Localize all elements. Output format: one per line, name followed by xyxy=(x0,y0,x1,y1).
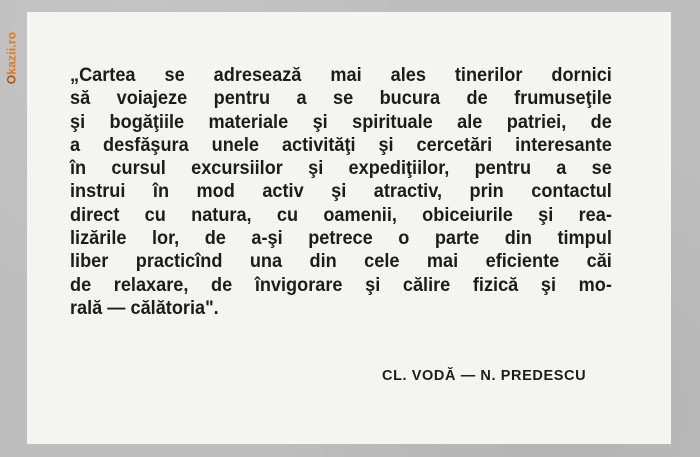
quote-line: să voiajeze pentru a se bucura de frumuseţile xyxy=(70,87,612,110)
watermark-text: Okazii.ro xyxy=(4,31,18,85)
quote-line: liber practicînd una din cele mai eficiente căi xyxy=(70,250,612,273)
quote-line: direct cu natura, cu oamenii, obiceiurile şi rea- xyxy=(70,203,612,226)
quote-line: instrui în mod activ şi atractiv, prin contactul xyxy=(70,180,612,203)
text-card xyxy=(27,12,671,444)
quote-line: „Cartea se adresează mai ales tinerilor dornici xyxy=(70,64,612,86)
quote-line: în cursul excursiilor şi expediţiilor, pentru a se xyxy=(70,157,612,180)
quote-line: lizările lor, de a-şi petrece o parte din timpul xyxy=(70,227,612,250)
watermark-logo xyxy=(2,8,20,108)
quote-line: a desfăşura unele activităţi şi cercetări interesante xyxy=(70,133,612,156)
quote-line: rală — călătoria". xyxy=(70,296,219,319)
quote-author: CL. VODĂ — N. PREDESCU xyxy=(382,368,587,384)
quote-line: şi bogăţiile materiale şi spirituale ale patriei, de xyxy=(70,110,612,133)
quote-paragraph xyxy=(70,64,612,320)
quote-line: de relaxare, de învigorare şi călire fizică şi mo- xyxy=(70,273,612,296)
